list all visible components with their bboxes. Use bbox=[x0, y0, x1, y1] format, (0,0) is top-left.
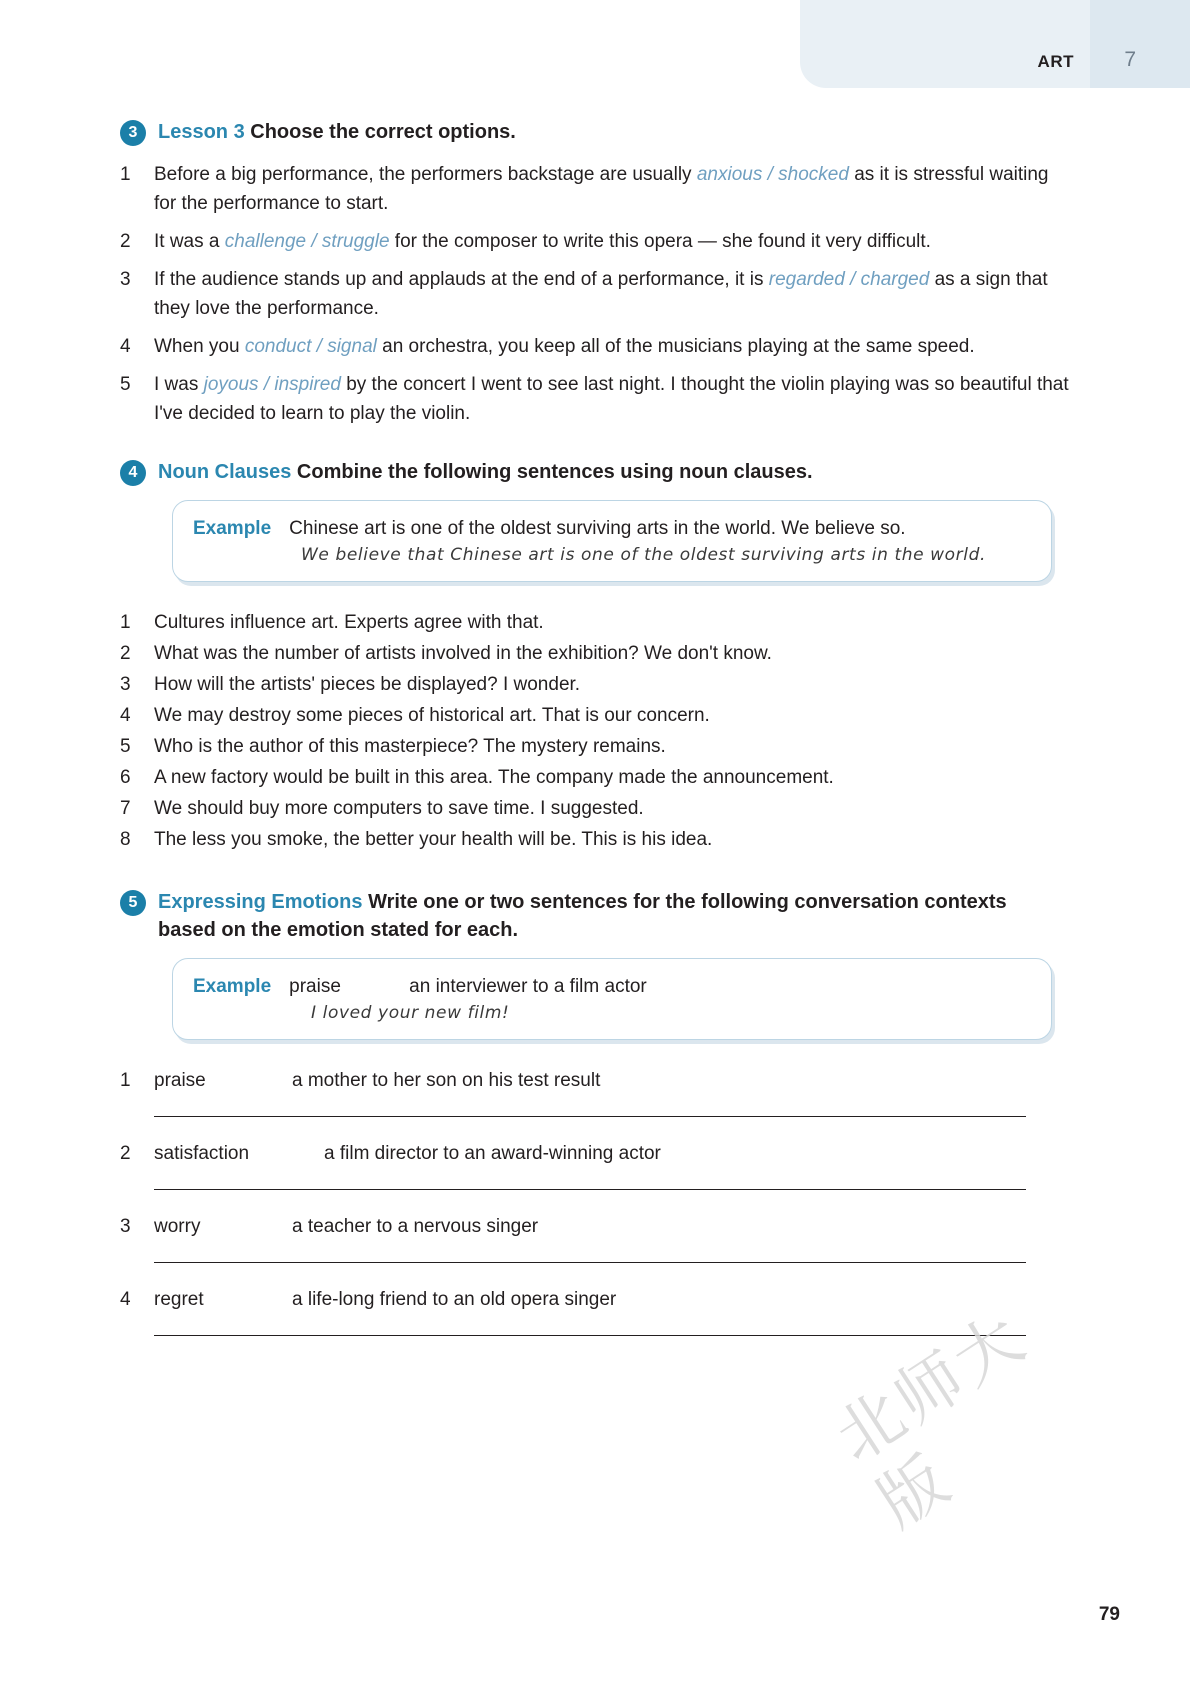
unit-label: ART bbox=[1037, 52, 1074, 71]
question-item bbox=[120, 794, 1070, 823]
question-item bbox=[120, 701, 1070, 730]
emotion-word: praise bbox=[154, 1070, 206, 1091]
question-item bbox=[120, 265, 1070, 323]
example-label: Example bbox=[193, 976, 272, 997]
question-options[interactable]: joyous / inspired bbox=[203, 374, 341, 395]
question-text: Who is the author of this masterpiece? The mystery remains. bbox=[154, 736, 666, 757]
question-text: Cultures influence art. Experts agree with that. bbox=[154, 612, 544, 633]
question-number: 8 bbox=[120, 829, 131, 850]
example-label: Example bbox=[193, 518, 272, 539]
question-text-post: for the composer to write this opera — she found it very difficult. bbox=[389, 231, 931, 252]
question-item bbox=[120, 608, 1070, 637]
emotion-word: satisfaction bbox=[154, 1143, 250, 1164]
question-item bbox=[120, 670, 1070, 699]
question-text bbox=[154, 265, 1070, 323]
question-options[interactable]: anxious / shocked bbox=[696, 164, 849, 185]
question-number: 4 bbox=[120, 336, 131, 357]
exercise-4-heading bbox=[120, 458, 1070, 486]
item-number: 4 bbox=[120, 1289, 131, 1310]
question-options[interactable]: challenge / struggle bbox=[224, 231, 390, 252]
emotion-context: a teacher to a nervous singer bbox=[292, 1216, 539, 1237]
page-number: 79 bbox=[1098, 1604, 1120, 1625]
emotion-context: a mother to her son on his test result bbox=[292, 1070, 601, 1091]
page-header-tab bbox=[800, 0, 1190, 88]
answer-write-line[interactable] bbox=[154, 1262, 1026, 1263]
example-context: an interviewer to a film actor bbox=[409, 976, 647, 997]
question-text: A new factory would be built in this area. The company made the announcement. bbox=[154, 767, 834, 788]
question-item bbox=[120, 332, 1070, 361]
question-text-post: as it is stressful waiting for the performance to start. bbox=[154, 164, 1049, 214]
emotion-item bbox=[120, 1285, 1070, 1336]
example-answer: I loved your new film! bbox=[311, 1003, 510, 1023]
question-number: 3 bbox=[120, 269, 131, 290]
question-item bbox=[120, 370, 1070, 428]
question-number: 5 bbox=[120, 736, 131, 757]
exercise-5-label: Expressing Emotions bbox=[158, 891, 363, 913]
question-item bbox=[120, 227, 1070, 256]
question-item bbox=[120, 763, 1070, 792]
emotion-item bbox=[120, 1066, 1070, 1117]
question-item bbox=[120, 160, 1070, 218]
exercise-4-example-box bbox=[172, 500, 1052, 582]
question-item bbox=[120, 732, 1070, 761]
question-number: 6 bbox=[120, 767, 131, 788]
exercise-4-question-list bbox=[120, 608, 1070, 854]
exercise-3-number: 3 bbox=[120, 120, 146, 146]
exercise-4-label: Noun Clauses bbox=[158, 461, 292, 483]
item-number: 3 bbox=[120, 1216, 131, 1237]
question-text-post: an orchestra, you keep all of the musicians playing at the same speed. bbox=[376, 336, 975, 357]
question-text bbox=[154, 227, 1070, 256]
item-number: 2 bbox=[120, 1143, 131, 1164]
question-text-post: as a sign that they love the performance. bbox=[154, 269, 1048, 319]
question-number: 2 bbox=[120, 643, 131, 664]
question-number: 5 bbox=[120, 374, 131, 395]
emotion-item bbox=[120, 1212, 1070, 1263]
question-number: 4 bbox=[120, 705, 131, 726]
example-prompt: Chinese art is one of the oldest surviving arts in the world. We believe so. bbox=[289, 518, 906, 539]
emotion-word: regret bbox=[154, 1289, 204, 1310]
answer-write-line[interactable] bbox=[154, 1335, 1026, 1336]
example-emotion: praise bbox=[289, 976, 341, 997]
unit-number: 7 bbox=[1124, 48, 1136, 71]
question-item bbox=[120, 825, 1070, 854]
exercise-3-question-list bbox=[120, 160, 1070, 428]
question-text bbox=[154, 160, 1070, 218]
question-number: 3 bbox=[120, 674, 131, 695]
example-answer: We believe that Chinese art is one of the oldest surviving arts in the world. bbox=[301, 545, 986, 565]
answer-write-line[interactable] bbox=[154, 1116, 1026, 1117]
question-text: The less you smoke, the better your health will be. This is his idea. bbox=[154, 829, 713, 850]
exercise-4-number: 4 bbox=[120, 460, 146, 486]
question-options[interactable]: conduct / signal bbox=[244, 336, 377, 357]
exercise-3-heading bbox=[120, 118, 1070, 146]
question-text-pre: Before a big performance, the performers backstage are usually bbox=[154, 164, 697, 185]
question-text: What was the number of artists involved in the exhibition? We don't know. bbox=[154, 643, 772, 664]
question-number: 7 bbox=[120, 798, 131, 819]
question-text: How will the artists' pieces be displayed? I wonder. bbox=[154, 674, 581, 695]
worksheet-page bbox=[120, 118, 1070, 1358]
exercise-4-instruction: Combine the following sentences using noun clauses. bbox=[296, 461, 813, 483]
question-text: We should buy more computers to save time. I suggested. bbox=[154, 798, 644, 819]
exercise-5-heading bbox=[120, 888, 1070, 944]
exercise-5-item-list bbox=[120, 1066, 1070, 1336]
question-text-post: by the concert I went to see last night. I thought the violin playing was so beautiful that I've decided to learn to play the violin. bbox=[154, 374, 1069, 424]
question-text-pre: If the audience stands up and applauds at the end of a performance, it is bbox=[154, 269, 769, 290]
question-text-pre: It was a bbox=[154, 231, 225, 252]
exercise-3-label: Lesson 3 bbox=[158, 121, 245, 143]
item-number: 1 bbox=[120, 1070, 131, 1091]
emotion-context: a life-long friend to an old opera singer bbox=[292, 1289, 617, 1310]
question-item bbox=[120, 639, 1070, 668]
question-number: 1 bbox=[120, 612, 131, 633]
emotion-word: worry bbox=[154, 1216, 201, 1237]
question-text bbox=[154, 370, 1070, 428]
question-text-pre: I was bbox=[154, 374, 204, 395]
emotion-context: a film director to an award-winning actor bbox=[324, 1143, 661, 1164]
question-text: We may destroy some pieces of historical art. That is our concern. bbox=[154, 705, 710, 726]
emotion-item bbox=[120, 1139, 1070, 1190]
question-text-pre: When you bbox=[154, 336, 245, 357]
question-number: 2 bbox=[120, 231, 131, 252]
publisher-watermark: 北师大版 bbox=[822, 1297, 1041, 1543]
question-number: 1 bbox=[120, 164, 131, 185]
question-text bbox=[154, 332, 1070, 361]
exercise-5-number: 5 bbox=[120, 890, 146, 916]
answer-write-line[interactable] bbox=[154, 1189, 1026, 1190]
exercise-5-example-box bbox=[172, 958, 1052, 1040]
exercise-5-instruction: Write one or two sentences for the following conversation contexts based on the emotion stated for each. bbox=[158, 891, 1007, 941]
exercise-3-instruction: Choose the correct options. bbox=[250, 121, 516, 143]
header-tab-accent bbox=[1090, 0, 1190, 88]
question-options[interactable]: regarded / charged bbox=[768, 269, 930, 290]
